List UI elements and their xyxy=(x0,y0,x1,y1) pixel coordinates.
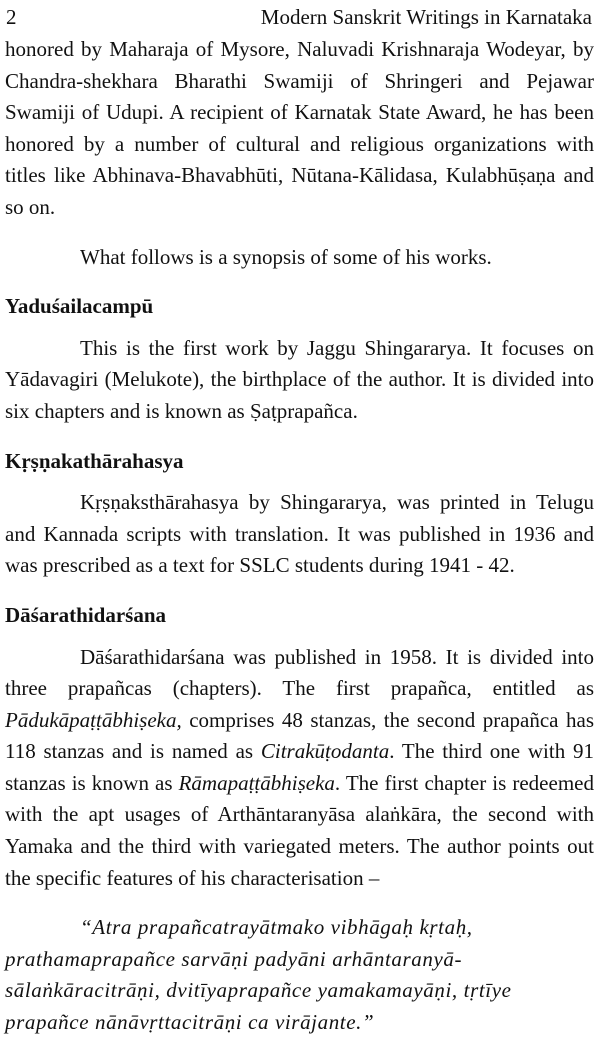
quote-line: sālaṅkāracitrāṇi, dvitīyaprapañce yamakamayāṇi, tṛtīye xyxy=(5,978,512,1003)
page-number: 2 xyxy=(6,5,17,29)
section-body-krsnakatharahasya: Kṛṣṇaksthārahasya by Shingararya, was printed in Telugu and Kannada scripts with translation. It was published in 1936 and was prescribed as a text for SSLC students during 1941 - 42. xyxy=(5,490,594,578)
spacer xyxy=(5,632,594,642)
body-text: comprises 48 stanzas, the second prapañca has 118 stanzas and is named as xyxy=(5,707,594,764)
quote-line: “Atra prapañcatrayātmako vibhāgaḥ kṛtaḥ, xyxy=(80,915,473,940)
spacer xyxy=(5,428,594,446)
spacer xyxy=(5,477,594,487)
section-heading-dasarathidarsana: Dāśarathidarśana xyxy=(5,602,167,627)
spacer xyxy=(5,894,594,912)
body-text: . The first chapter is redeemed with the apt usages of Arthāntaranyāsa alaṅkāra, the second with Yamaka and the third with variegated meters. The author points out the specific features of his characterisation – xyxy=(5,770,594,890)
work-title-padukapattabhiseka: Pādukāpaṭṭābhiṣeka, xyxy=(5,707,182,732)
section-heading-krsnakatharahasya: Kṛṣṇakathārahasya xyxy=(5,448,184,473)
section-body-yadusailacampu: This is the first work by Jaggu Shingararya. It focuses on Yādavagiri (Melukote), the birthplace of the author. It is divided into six chapters and is known as Ṣaṭprapañca. xyxy=(5,335,594,423)
spacer xyxy=(5,323,594,333)
spacer xyxy=(5,582,594,600)
running-head: Modern Sanskrit Writings in Karnataka xyxy=(260,5,592,29)
spacer xyxy=(5,273,594,291)
synopsis-intro-paragraph: What follows is a synopsis of some of his works. xyxy=(80,244,492,269)
spacer xyxy=(5,224,594,242)
quote-line: prapañce nānāvṛttacitrāṇi ca virājante.” xyxy=(5,1010,375,1035)
quote-line: prathamaprapañce sarvāṇi padyāni arhāntaranyā- xyxy=(5,946,463,971)
work-title-ramapattabhiseka: Rāmapaṭṭābhiṣeka xyxy=(178,770,335,795)
page-header xyxy=(6,2,592,32)
sanskrit-quote xyxy=(5,912,594,1038)
work-title-citrakutodanta: Citrakūṭodanta xyxy=(260,739,390,764)
section-heading-yadusailacampu: Yaduśailacampū xyxy=(5,294,154,319)
body-text: Dāśarathidarśana was published in 1958. It is divided into three prapañcas (chapters). The first prapañca, entitled as xyxy=(5,644,594,701)
page-body xyxy=(5,34,594,1039)
body-text: . The third one with 91 stanzas is known as xyxy=(5,739,594,795)
section-body-dasarathidarsana xyxy=(5,642,594,895)
intro-paragraph: honored by Maharaja of Mysore, Naluvadi Krishnaraja Wodeyar, by Chandra-shekhara Bharathi Swamiji of Shringeri and Pejawar Swamiji of Udupi. A recipient of Karnatak State Award, he has been honored by a number of cultural and religious organizations with titles like Abhinava-Bhavabhūti, Nūtana-Kālidasa, Kulabhūṣaṇa and so on. xyxy=(5,37,594,219)
